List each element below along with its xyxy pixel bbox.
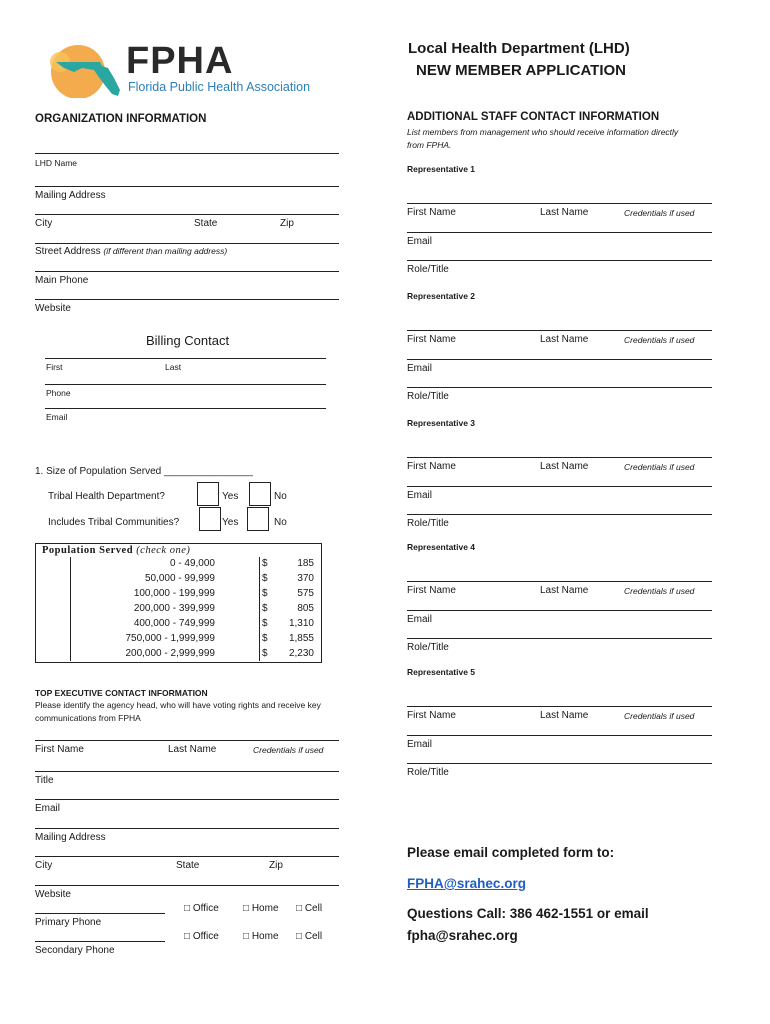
- secondary-home-checkbox[interactable]: □: [243, 931, 250, 942]
- representative-heading: Representative 1: [407, 164, 476, 174]
- top-exec-heading: TOP EXECUTIVE CONTACT INFORMATION: [35, 688, 208, 698]
- rep-email-line[interactable]: [407, 232, 712, 233]
- secondary-cell-label: Cell: [304, 931, 323, 942]
- main-phone-label: Main Phone: [35, 275, 89, 286]
- questions-line2: fpha@srahec.org: [407, 928, 518, 943]
- billing-first-label: First: [46, 362, 63, 372]
- billing-last-label: Last: [165, 362, 182, 372]
- primary-home-label: Home: [251, 903, 279, 914]
- rep-credentials-label: Credentials if used: [624, 711, 695, 721]
- secondary-home-label: Home: [251, 931, 279, 942]
- staff-desc-line2: from FPHA.: [407, 140, 452, 150]
- population-table-heading: [42, 545, 190, 556]
- billing-phone-line[interactable]: [45, 384, 326, 385]
- billing-heading: Billing Contact: [146, 333, 230, 348]
- primary-cell-checkbox[interactable]: □: [296, 903, 303, 914]
- secondary-phone-line[interactable]: [35, 941, 165, 942]
- rep-name-line[interactable]: [407, 706, 712, 707]
- secondary-cell-option[interactable]: [296, 931, 322, 942]
- exec-first-name-label: First Name: [35, 744, 84, 755]
- website-label: Website: [35, 303, 71, 314]
- exec-website-line[interactable]: [35, 885, 339, 886]
- population-price: 1,855: [288, 633, 314, 644]
- primary-cell-label: Cell: [304, 903, 323, 914]
- primary-office-checkbox[interactable]: □: [184, 903, 191, 914]
- rep-role-line[interactable]: [407, 260, 712, 261]
- includes-no-checkbox[interactable]: [247, 507, 269, 531]
- website-line[interactable]: [35, 299, 339, 300]
- page-title-line2: NEW MEMBER APPLICATION: [416, 62, 626, 79]
- population-range: 200,000 - 2,999,999: [125, 648, 215, 659]
- state-label: State: [194, 218, 218, 229]
- logo-subtitle: Florida Public Health Association: [128, 80, 311, 94]
- exec-mailing-line[interactable]: [35, 828, 339, 829]
- tribal-no-label: No: [274, 491, 287, 502]
- rep-name-line[interactable]: [407, 330, 712, 331]
- population-price: 2,230: [288, 648, 314, 659]
- secondary-office-checkbox[interactable]: □: [184, 931, 191, 942]
- street-address-line[interactable]: [35, 243, 339, 244]
- rep-email-line[interactable]: [407, 359, 712, 360]
- secondary-home-option[interactable]: [243, 931, 279, 942]
- rep-first-name-label: First Name: [407, 334, 456, 345]
- rep-role-label: Role/Title: [407, 264, 449, 275]
- billing-name-line[interactable]: [45, 358, 326, 359]
- population-range: 400,000 - 749,999: [133, 618, 215, 629]
- population-size-text: 1. Size of Population Served: [35, 466, 162, 477]
- exec-title-line[interactable]: [35, 771, 339, 772]
- primary-cell-option[interactable]: [296, 903, 322, 914]
- exec-city-line[interactable]: [35, 856, 339, 857]
- exec-zip-label: Zip: [269, 860, 283, 871]
- exec-mailing-label: Mailing Address: [35, 832, 106, 843]
- rep-last-name-label: Last Name: [540, 334, 589, 345]
- population-dollar: $: [262, 618, 268, 629]
- population-range: 750,000 - 1,999,999: [125, 633, 215, 644]
- rep-role-label: Role/Title: [407, 518, 449, 529]
- exec-email-line[interactable]: [35, 799, 339, 800]
- billing-phone-label: Phone: [46, 388, 71, 398]
- includes-tribal-question: Includes Tribal Communities?: [48, 517, 180, 528]
- city-state-zip-line[interactable]: [35, 214, 339, 215]
- rep-credentials-label: Credentials if used: [624, 462, 695, 472]
- exec-email-label: Email: [35, 803, 61, 814]
- rep-first-name-label: First Name: [407, 710, 456, 721]
- includes-no-label: No: [274, 517, 287, 528]
- includes-yes-checkbox[interactable]: [199, 507, 221, 531]
- rep-last-name-label: Last Name: [540, 207, 589, 218]
- mailing-address-line[interactable]: [35, 186, 339, 187]
- population-table-title: Population Served: [42, 545, 134, 556]
- street-address-label: [35, 246, 227, 257]
- rep-last-name-label: Last Name: [540, 461, 589, 472]
- representative-heading: Representative 2: [407, 291, 476, 301]
- population-row-checkbox[interactable]: [35, 603, 69, 617]
- rep-role-line[interactable]: [407, 638, 712, 639]
- population-dollar: $: [262, 558, 268, 569]
- city-label: City: [35, 218, 53, 229]
- exec-state-label: State: [176, 860, 200, 871]
- population-row-checkbox[interactable]: [35, 618, 69, 632]
- rep-role-label: Role/Title: [407, 642, 449, 653]
- population-range: 100,000 - 199,999: [133, 588, 215, 599]
- exec-website-label: Website: [35, 889, 71, 900]
- rep-email-label: Email: [407, 739, 433, 750]
- primary-office-option[interactable]: [184, 903, 219, 914]
- staff-heading: ADDITIONAL STAFF CONTACT INFORMATION: [407, 111, 660, 123]
- primary-office-label: Office: [192, 903, 219, 914]
- rep-credentials-label: Credentials if used: [624, 335, 695, 345]
- population-row-checkbox[interactable]: [35, 633, 69, 647]
- rep-credentials-label: Credentials if used: [624, 586, 695, 596]
- email-link[interactable]: FPHA@srahec.org: [407, 876, 526, 891]
- rep-role-line[interactable]: [407, 387, 712, 388]
- tribal-question: Tribal Health Department?: [48, 491, 165, 502]
- florida-map-icon: [38, 42, 130, 98]
- rep-name-line[interactable]: [407, 203, 712, 204]
- population-row-checkbox[interactable]: [35, 588, 69, 602]
- representative-heading: Representative 5: [407, 667, 476, 677]
- tribal-no-checkbox[interactable]: [249, 482, 271, 506]
- primary-home-checkbox[interactable]: □: [243, 903, 250, 914]
- secondary-office-label: Office: [192, 931, 219, 942]
- billing-email-line[interactable]: [45, 408, 326, 409]
- population-price: 370: [297, 573, 314, 584]
- street-address-note: (if different than mailing address): [103, 246, 228, 256]
- rep-email-line[interactable]: [407, 735, 712, 736]
- tribal-yes-checkbox[interactable]: [197, 482, 219, 506]
- rep-name-line[interactable]: [407, 581, 712, 582]
- primary-phone-line[interactable]: [35, 913, 165, 914]
- rep-credentials-label: Credentials if used: [624, 208, 695, 218]
- price-column-divider: [259, 557, 260, 661]
- rep-role-label: Role/Title: [407, 391, 449, 402]
- population-row-checkbox[interactable]: [35, 558, 69, 572]
- rep-last-name-label: Last Name: [540, 585, 589, 596]
- rep-role-line[interactable]: [407, 514, 712, 515]
- population-price: 185: [297, 558, 314, 569]
- street-address-text: Street Address: [35, 246, 101, 257]
- secondary-cell-checkbox[interactable]: □: [296, 931, 303, 942]
- population-price: 575: [297, 588, 314, 599]
- population-range: 200,000 - 399,999: [133, 603, 215, 614]
- population-dollar: $: [262, 573, 268, 584]
- rep-first-name-label: First Name: [407, 461, 456, 472]
- staff-desc-line1: List members from management who should receive information directly: [407, 127, 679, 137]
- population-size-label: [35, 466, 253, 477]
- exec-last-name-label: Last Name: [168, 744, 217, 755]
- population-price: 805: [297, 603, 314, 614]
- rep-email-label: Email: [407, 236, 433, 247]
- main-phone-line[interactable]: [35, 271, 339, 272]
- rep-first-name-label: First Name: [407, 585, 456, 596]
- secondary-office-option[interactable]: [184, 931, 219, 942]
- population-row-checkbox[interactable]: [35, 573, 69, 587]
- rep-name-line[interactable]: [407, 457, 712, 458]
- mailing-address-label: Mailing Address: [35, 190, 106, 201]
- rep-role-label: Role/Title: [407, 767, 449, 778]
- exec-name-line[interactable]: [35, 740, 339, 741]
- lhd-name-label: LHD Name: [35, 158, 78, 168]
- top-exec-desc-line1: Please identify the agency head, who will have voting rights and receive key: [35, 700, 321, 710]
- page-title-line1: Local Health Department (LHD): [408, 40, 630, 57]
- email-prompt: Please email completed form to:: [407, 845, 615, 860]
- tribal-yes-label: Yes: [222, 491, 239, 502]
- representative-heading: Representative 3: [407, 418, 476, 428]
- exec-title-label: Title: [35, 775, 54, 786]
- rep-role-line[interactable]: [407, 763, 712, 764]
- org-heading: ORGANIZATION INFORMATION: [35, 113, 207, 125]
- exec-city-label: City: [35, 860, 53, 871]
- questions-line1: Questions Call: 386 462-1551 or email: [407, 906, 649, 921]
- zip-label: Zip: [280, 218, 294, 229]
- population-dollar: $: [262, 633, 268, 644]
- rep-email-label: Email: [407, 363, 433, 374]
- rep-email-label: Email: [407, 614, 433, 625]
- population-range: 50,000 - 99,999: [144, 573, 215, 584]
- rep-email-line[interactable]: [407, 486, 712, 487]
- rep-first-name-label: First Name: [407, 207, 456, 218]
- population-dollar: $: [262, 648, 268, 659]
- primary-home-option[interactable]: [243, 903, 279, 914]
- logo-wordmark: FPHA: [126, 40, 234, 82]
- rep-last-name-label: Last Name: [540, 710, 589, 721]
- population-row-checkbox[interactable]: [35, 648, 69, 662]
- billing-email-label: Email: [46, 412, 68, 422]
- primary-phone-label: Primary Phone: [35, 917, 102, 928]
- population-range: 0 - 49,000: [169, 558, 215, 569]
- rep-email-line[interactable]: [407, 610, 712, 611]
- population-dollar: $: [262, 588, 268, 599]
- population-price: 1,310: [288, 618, 314, 629]
- secondary-phone-label: Secondary Phone: [35, 945, 115, 956]
- population-dollar: $: [262, 603, 268, 614]
- top-exec-desc-line2: communications from FPHA: [35, 713, 141, 723]
- exec-credentials-label: Credentials if used: [253, 745, 324, 755]
- representative-heading: Representative 4: [407, 542, 476, 552]
- rep-email-label: Email: [407, 490, 433, 501]
- population-size-blank[interactable]: ________________: [163, 466, 253, 477]
- population-table-note: (check one): [136, 545, 191, 556]
- includes-yes-label: Yes: [222, 517, 239, 528]
- lhd-name-line[interactable]: [35, 153, 339, 154]
